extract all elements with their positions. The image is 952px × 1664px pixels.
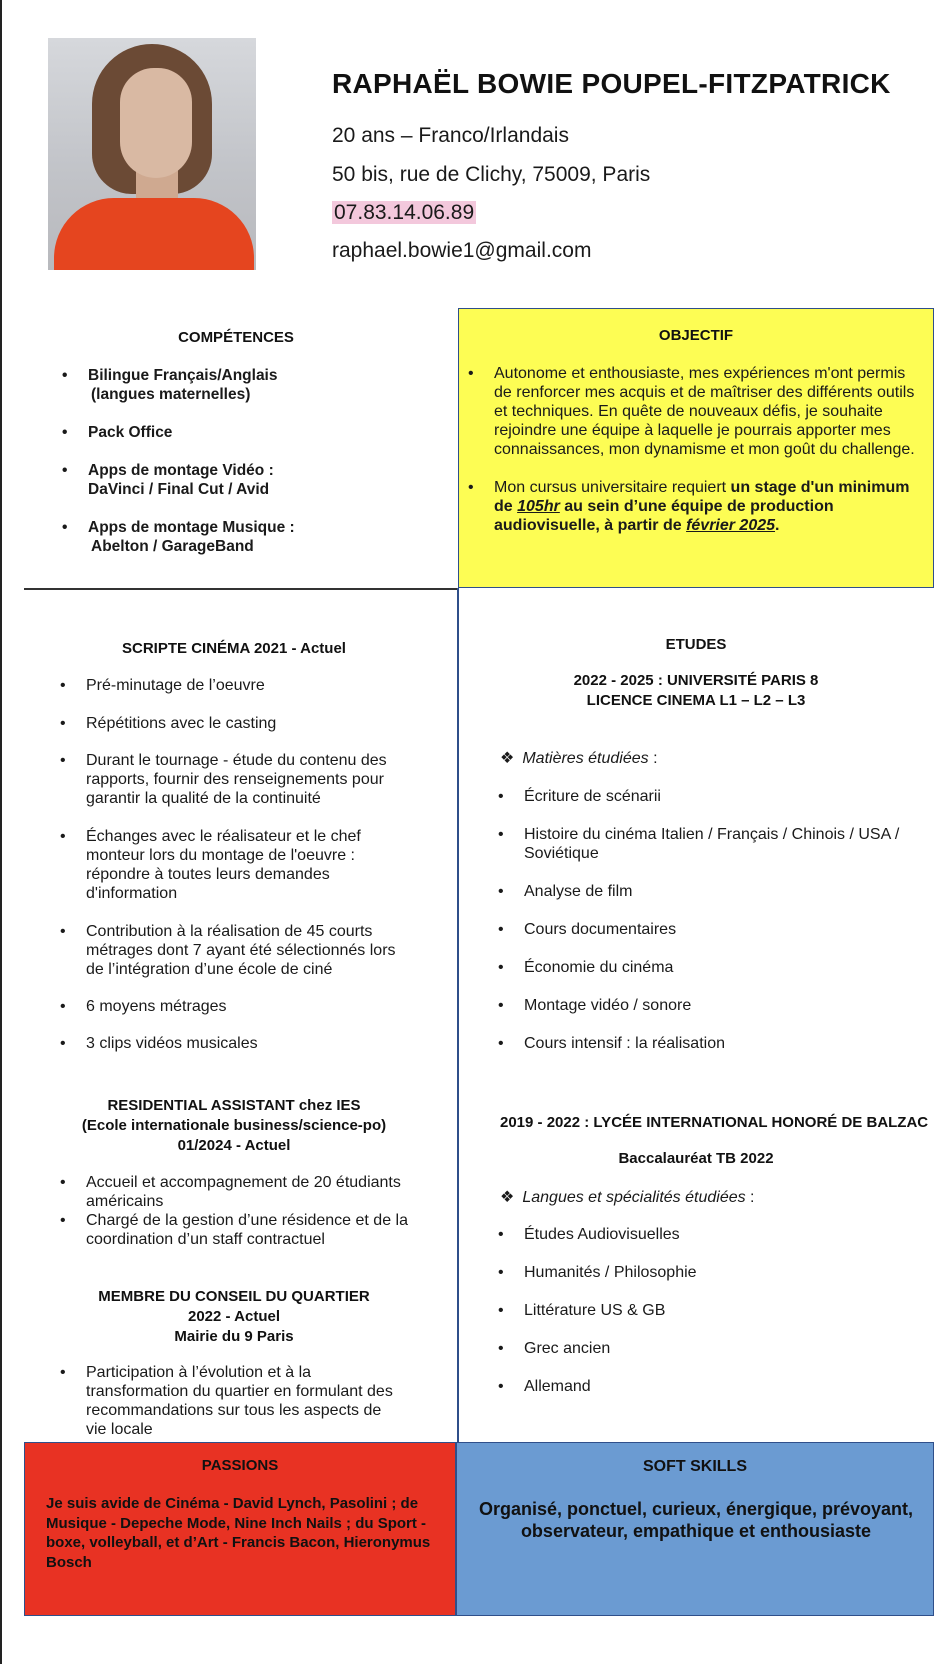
scripte-title: SCRIPTE CINÉMA 2021 - Actuel [122,640,346,657]
list-item: • Bilingue Français/Anglais (langues maternelles) [62,366,422,404]
candidate-name: RAPHAËL BOWIE POUPEL-FITZPATRICK [332,68,891,99]
list-item: • Économie du cinéma [498,958,924,977]
phone-line [332,201,476,225]
softskills-title: SOFT SKILLS [643,1458,747,1475]
langues-heading: ❖ Langues et spécialités étudiées : [500,1189,755,1206]
list-item: • Apps de montage Vidéo : DaVinci / Final Cut / Avid [62,461,422,499]
competences-list [62,366,422,556]
profile-photo [48,38,256,270]
list-item: • Histoire du cinéma Italien / Français / Chinois / USA / Soviétique [498,825,924,863]
page-edge [0,0,2,1664]
softskills-text: Organisé, ponctuel, curieux, énergique, prévoyant, observateur, empathique et enthousiaste [478,1499,914,1541]
list-item: • Écriture de scénarii [498,787,924,806]
matieres-heading: ❖ Matières étudiées : [500,750,658,767]
list-item: • Études Audiovisuelles [498,1225,924,1244]
list-item: • Chargé de la gestion d’une résidence et de la coordination d’un staff contractuel [60,1211,410,1249]
list-item: • Durant le tournage - étude du contenu des rapports, fournir des renseignements pour garantir la qualité de la continuité [60,751,410,808]
diamond-bullet-icon: ❖ [500,750,515,767]
scripte-list [60,676,410,1053]
list-item: • Littérature US & GB [498,1301,924,1320]
list-item: • 6 moyens métrages [60,997,410,1016]
list-item: • Humanités / Philosophie [498,1263,924,1282]
diamond-bullet-icon: ❖ [500,1189,515,1206]
conseil-title: MEMBRE DU CONSEIL DU QUARTIER 2022 - Actuel Mairie du 9 Paris [98,1288,370,1345]
passions-title: PASSIONS [201,1457,279,1474]
conseil-list [60,1363,400,1439]
list-item: • Analyse de film [498,882,924,901]
list-item: • Contribution à la réalisation de 45 courts métrages dont 7 ayant été sélectionnés lors de l’intégration d’une école de ciné [60,922,410,979]
list-item: • Accueil et accompagnement de 20 étudiants américains [60,1173,410,1211]
list-item: • Autonome et enthousiaste, mes expériences m'ont permis de renforcer mes acquis et de maîtriser des différents outils et techniques. En quête de nouveaux défis, je souhaite rejoindre une équipe à laquelle je pourrais apporter mes connaissances, mon dynamisme et mon goût du challenge. [468,364,924,459]
lycee-title: 2019 - 2022 : LYCÉE INTERNATIONAL HONORÉ DE BALZAC [500,1114,929,1131]
phone-number[interactable]: 07.83.14.06.89 [334,201,475,224]
objectif-title: OBJECTIF [658,327,734,344]
list-item: • Échanges avec le réalisateur et le chef monteur lors du montage de l'oeuvre : répondre à toutes leurs demandes d'information [60,827,410,903]
universite-title: 2022 - 2025 : UNIVERSITÉ PARIS 8 LICENCE CINEMA L1 – L2 – L3 [573,672,819,709]
age-nationality: 20 ans – Franco/Irlandais [332,124,569,147]
list-item: • Montage vidéo / sonore [498,996,924,1015]
list-item: • Participation à l’évolution et à la transformation du quartier en formulant des recommandations sur tous les aspects de vie locale [60,1363,400,1439]
list-item: • 3 clips vidéos musicales [60,1034,410,1053]
competences-title: COMPÉTENCES [178,329,294,346]
column-divider [457,588,459,1443]
list-item: • Pack Office [62,423,422,442]
list-item: • Cours documentaires [498,920,924,939]
email[interactable]: raphael.bowie1@gmail.com [332,239,592,262]
list-item: • Allemand [498,1377,924,1396]
list-item: • Pré-minutage de l’oeuvre [60,676,410,695]
list-item: • Apps de montage Musique : Abelton / GarageBand [62,518,422,556]
list-item: • Cours intensif : la réalisation [498,1034,924,1053]
list-item: • Mon cursus universitaire requiert un stage d'un minimum de 105hr au sein d’une équipe de production audiovisuelle, à partir de février 2025. [468,478,924,535]
langues-list [498,1225,924,1396]
residential-list [60,1173,410,1249]
passions-text: Je suis avide de Cinéma - David Lynch, Pasolini ; de Musique - Depeche Mode, Nine Inch Nails ; du Sport - boxe, volleyball, et d’Art - Francis Bacon, Hieronymus Bosch [46,1495,431,1571]
address: 50 bis, rue de Clichy, 75009, Paris [332,163,651,186]
bac-title: Baccalauréat TB 2022 [618,1150,774,1167]
matieres-list [498,787,924,1053]
list-item: • Grec ancien [498,1339,924,1358]
residential-title: RESIDENTIAL ASSISTANT chez IES (Ecole internationale business/science-po) 01/2024 - Actuel [81,1097,387,1154]
objectif-list [468,364,924,535]
list-item: • Répétitions avec le casting [60,714,410,733]
section-divider [24,588,458,590]
etudes-title: ETUDES [665,636,727,653]
